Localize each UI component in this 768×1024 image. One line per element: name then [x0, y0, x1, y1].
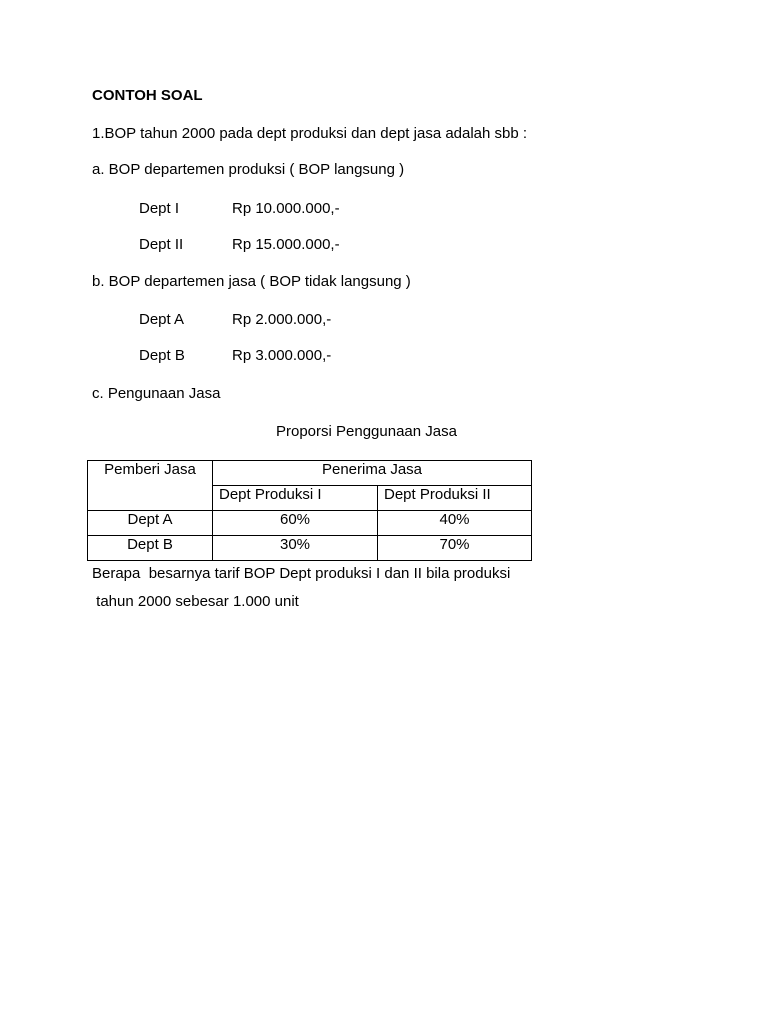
table-row: [88, 511, 532, 536]
section-c-heading: c. Pengunaan Jasa: [92, 385, 221, 402]
dept-ii-value: Rp 15.000.000,-: [232, 236, 340, 253]
table-row: [88, 536, 532, 561]
table-cell: 40%: [378, 511, 532, 536]
section-b-heading: b. BOP departemen jasa ( BOP tidak langsung ): [92, 273, 411, 290]
dept-i-value: Rp 10.000.000,-: [232, 200, 340, 217]
dept-a-label: Dept A: [139, 311, 185, 328]
subheader-dept-produksi-i: Dept Produksi I: [213, 486, 378, 511]
table-caption: Proporsi Penggunaan Jasa: [276, 423, 457, 440]
dept-b-value: Rp 3.000.000,-: [232, 347, 332, 364]
row-provider: Dept B: [88, 536, 213, 561]
question-line-2: tahun 2000 sebesar 1.000 unit: [92, 593, 299, 610]
section-a-heading: a. BOP departemen produksi ( BOP langsung ): [92, 161, 405, 178]
row-provider: Dept A: [88, 511, 213, 536]
header-receiver: Penerima Jasa: [213, 461, 532, 486]
table-cell: 60%: [213, 511, 378, 536]
table-cell: 30%: [213, 536, 378, 561]
dept-b-label: Dept B: [139, 347, 185, 364]
document-title: CONTOH SOAL: [92, 87, 203, 104]
table-header-row: [88, 461, 532, 486]
dept-a-value: Rp 2.000.000,-: [232, 311, 332, 328]
service-usage-table: [87, 460, 532, 561]
table-cell: 70%: [378, 536, 532, 561]
subheader-dept-produksi-ii: Dept Produksi II: [378, 486, 532, 511]
question-line-1: Berapa besarnya tarif BOP Dept produksi I dan II bila produksi: [92, 565, 511, 582]
header-provider: Pemberi Jasa: [88, 461, 213, 511]
dept-i-label: Dept I: [139, 200, 180, 217]
dept-ii-label: Dept II: [139, 236, 184, 253]
intro-text: 1.BOP tahun 2000 pada dept produksi dan dept jasa adalah sbb :: [92, 125, 528, 142]
